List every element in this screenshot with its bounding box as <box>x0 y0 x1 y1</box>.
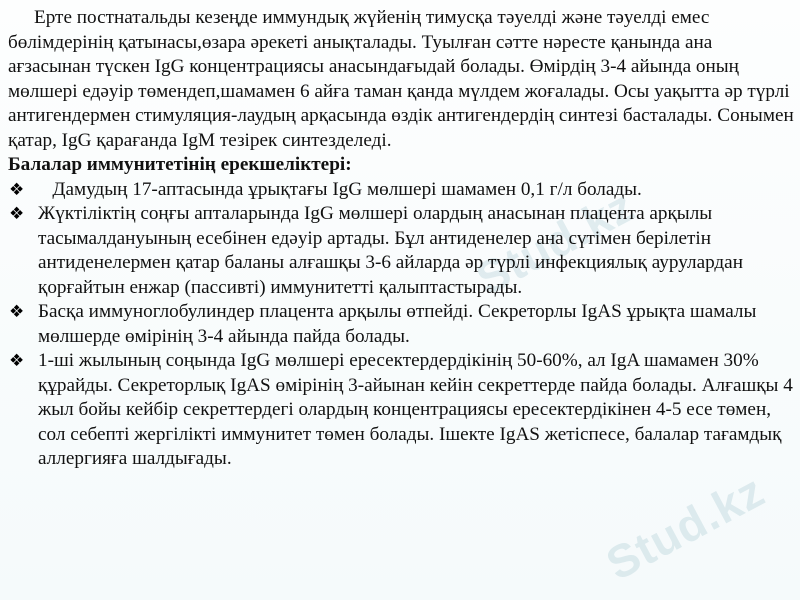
list-item-text: Басқа иммуноглобулиндер плацента арқылы өтпейді. Секреторлы IgAS ұрықта шамалы мөлшерде өмірінің 3-4 айында пайда болады. <box>38 301 757 347</box>
intro-paragraph: Ерте постнатальды кезеңде иммундық жүйенің тимусқа тәуелді және тәуелді емес бөлімдерінің қатынасы,өзара әрекеті анықталады. Туылған сәтте нәресте қанында ана ағзасынан түскен IgG концентрациясы анасындағыдай болады. Өмірдің 3-4 айында оның мөлшері едәуір төмендеп,шамамен 6 айға таман қанда мүлдем жоғалады. Осы уақытта әр түрлі антигендермен стимуляция-лаудың арқасында өздік антигендердің синтезі басталады. Сонымен қатар, IgG қарағанда IgM тезірек синтезделеді. <box>8 7 794 151</box>
list-item <box>8 202 794 300</box>
list-item <box>8 349 794 472</box>
watermark-logo: Stud.kz <box>467 179 643 305</box>
four-petal-diamond-icon: ❖ <box>9 302 25 322</box>
section-heading: Балалар иммунитетінің ерекшеліктері: <box>8 154 352 175</box>
bullet-list <box>8 178 794 472</box>
list-item <box>8 178 794 203</box>
list-item-text: Жүктіліктің соңғы апталарында IgG мөлшері олардың анасынан плацента арқылы тасымалдануының есебінен едәуір артады. Бұл антиденелер ана сүтімен берілетін антиденелермен қатар баланы алғашқы 3-6 айларда әр түрлі инфекциялық аурулардан қорғайтын енжар (пассивті) иммунитетті қалыптастырады. <box>38 203 743 298</box>
list-item <box>8 300 794 349</box>
watermark-logo: Stud.kz <box>597 464 773 590</box>
four-petal-diamond-icon: ❖ <box>9 179 25 200</box>
list-item-text: 1-ші жылының соңында IgG мөлшері ересектердердікінің 50-60%, ал IgA шамамен 30% құрайды. Секреторлық IgAS өмірінің 3-айынан кейін секреттерде пайда болады. Алғашқы 4 жыл бойы кейбір секреттердегі олардың концентрациясы ересектердікінен 4-5 есе төмен, сол себепті жергілікті иммунитет төмен болады. Ішекте IgAS жетіспесе, балалар тағамдық аллергияға шалдығады. <box>38 350 793 469</box>
document-body <box>8 6 794 472</box>
list-item-text: Дамудың 17-аптасында ұрықтағы IgG мөлшері шамамен 0,1 г/л болады. <box>38 178 642 200</box>
four-petal-diamond-icon: ❖ <box>9 351 25 371</box>
four-petal-diamond-icon: ❖ <box>9 204 25 224</box>
